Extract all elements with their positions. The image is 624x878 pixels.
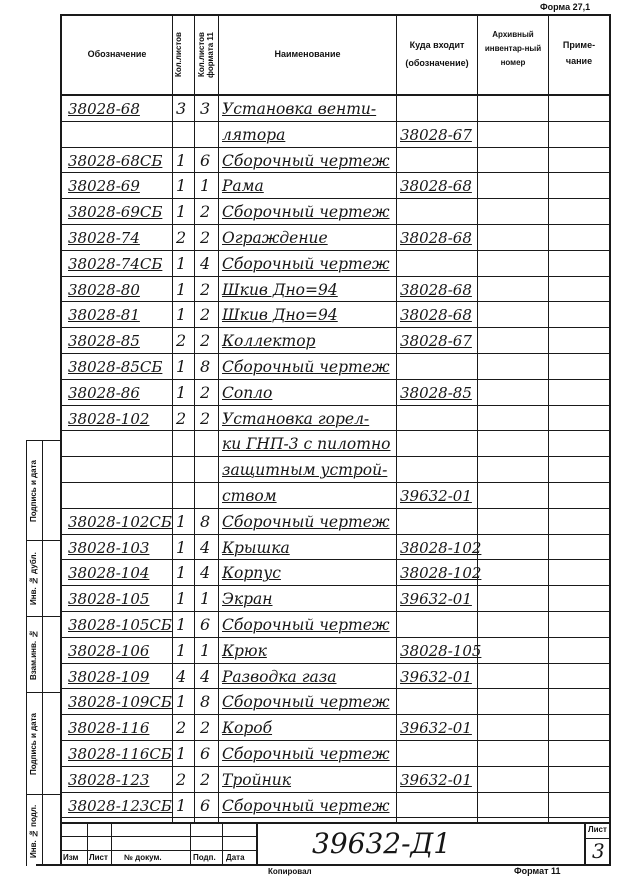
sheet-label: Лист [588,825,607,834]
tb-col-sign: Подп. [193,853,216,862]
table-row [62,741,609,767]
cell-name: Сборочный чертеж [222,745,390,763]
cell-where-used: 39632-01 [400,770,472,789]
cell-designation: 38028-68СБ [68,151,163,170]
cell-name: Крышка [222,538,290,557]
table-row [62,793,609,819]
cell-sheets: 2 [176,718,187,738]
cell-sheets: 2 [176,228,187,247]
cell-name: Шкив Дно=94 [222,280,338,299]
cell-designation: 38028-116СБ [68,745,172,763]
side-strip-mid [42,440,43,866]
cell-sheets: 1 [176,537,187,557]
cell-sheets: 1 [176,615,187,634]
cell-sheets: 1 [176,640,187,660]
table-row [62,612,609,638]
cell-sheets-format: 6 [200,615,211,634]
cell-sheets: 1 [176,744,187,763]
cell-name: ки ГНП-3 с пилотно [222,435,391,454]
titleblock-v1 [87,822,88,866]
table-row [62,483,609,509]
cell-designation: 38028-80 [68,280,140,299]
cell-name: ством [222,487,277,505]
titleblock-v2 [111,822,112,866]
cell-designation: 38028-86 [68,383,140,402]
titleblock-v5 [256,822,258,866]
tb-col-date: Дата [226,853,245,862]
side-strip-div-3 [26,692,62,693]
table-row [62,638,609,664]
titleblock-v4 [222,822,223,866]
cell-where-used: 38028-67 [400,125,472,144]
table-row [62,457,609,483]
cell-designation: 38028-105СБ [68,616,172,634]
cell-name: Крюк [222,641,267,660]
cell-where-used: 38028-68 [400,280,472,299]
header-name: Наименование [274,49,341,59]
cell-where-used: 38028-67 [400,332,472,351]
side-strip-div-2 [26,616,62,617]
cell-where-used: 38028-102 [400,564,482,583]
cell-designation: 38028-123СБ [68,796,172,815]
side-strip-div-1 [26,540,62,541]
table-row [62,560,609,586]
cell-sheets-format: 2 [200,769,211,789]
cell-sheets-format: 4 [200,253,211,273]
cell-sheets-format: 8 [200,511,211,531]
cell-name: лятора [222,125,286,144]
cell-sheets: 1 [176,382,187,402]
cell-where-used: 39632-01 [400,487,472,505]
cell-name: Рама [222,177,264,196]
cell-name: Сборочный чертеж [222,796,390,815]
cell-name: Сборочный чертеж [222,616,390,634]
cell-sheets: 1 [176,202,187,222]
cell-where-used: 38028-102 [400,538,482,557]
cell-designation: 38028-103 [68,538,150,557]
cell-designation: 38028-85СБ [68,358,163,376]
border-right [609,14,611,866]
cell-sheets-format: 2 [200,228,211,247]
cell-sheets: 1 [176,253,187,273]
cell-sheets: 3 [176,99,187,118]
titleblock-row-1 [60,836,256,837]
cell-name: Ограждение [222,229,328,247]
cell-sheets-format: 4 [200,537,211,557]
table-row [62,664,609,690]
cell-where-used: 38028-68 [400,229,472,247]
side-label-sign-date-2: Подпись и дата [29,713,38,775]
cell-sheets: 1 [176,357,187,376]
table-row [62,199,609,225]
table-row [62,148,609,174]
cell-designation: 38028-102СБ [68,512,172,531]
table-row [62,277,609,303]
cell-name: Установка венти- [222,100,377,118]
header-sheets: Кол.листов [174,32,183,78]
cell-designation: 38028-109 [68,667,150,686]
cell-sheets-format: 6 [200,744,211,763]
cell-designation: 38028-116 [68,719,150,738]
cell-designation: 38028-74СБ [68,254,163,273]
cell-name: Сборочный чертеж [222,693,390,712]
cell-name: Разводка газа [222,667,337,686]
header-designation: Обозначение [87,49,147,59]
cell-sheets-format: 2 [200,408,211,428]
cell-sheets: 1 [176,692,187,712]
forma-label: Форма 27,1 [540,2,591,12]
cell-sheets: 1 [176,589,187,609]
table-row [62,431,609,457]
titleblock-top [60,822,611,824]
header-where-used: Куда входит (обозначение) [405,40,469,68]
table-row [62,689,609,715]
cell-where-used: 38028-68 [400,306,472,325]
cell-designation: 38028-106 [68,641,150,660]
side-label-dup: Инв. № дубл. [29,552,38,606]
cell-sheets-format: 2 [200,718,211,738]
cell-name: Корпус [222,564,281,583]
cell-designation: 38028-102 [68,409,150,428]
cell-name: Сборочный чертеж [222,512,390,531]
cell-designation: 38028-104 [68,564,150,583]
doc-number: 39632-Д1 [312,827,452,860]
cell-sheets: 2 [176,408,187,428]
cell-where-used: 38028-68 [400,177,472,196]
cell-where-used: 39632-01 [400,719,472,738]
titleblock-v6 [584,822,586,866]
cell-name: Шкив Дно=94 [222,306,338,325]
cell-sheets-format: 8 [200,692,211,712]
cell-name: защитным устрой- [222,461,388,480]
side-label-inv-orig: Инв. № подл. [29,804,38,858]
table-row [62,354,609,380]
table-row [62,122,609,148]
cell-name: Тройник [222,770,292,789]
header-archive: Архивный инвентар-ный номер [484,30,542,67]
cell-sheets: 1 [176,511,187,531]
cell-sheets-format: 6 [200,795,211,815]
cell-sheets-format: 4 [200,666,211,686]
table-row [62,767,609,793]
cell-name: Короб [222,719,273,738]
cell-sheets-format: 2 [200,202,211,222]
cell-designation: 38028-68 [68,100,140,118]
cell-sheets-format: 3 [200,99,211,118]
table-row [62,380,609,406]
cell-name: Экран [222,590,273,609]
cell-sheets-format: 2 [200,305,211,325]
cell-sheets-format: 2 [200,331,211,351]
cell-sheets-format: 1 [200,589,211,609]
side-label-sign-date-1: Подпись и дата [29,460,38,522]
side-strip-div-4 [26,794,62,795]
side-strip-top [26,440,62,441]
cell-sheets: 1 [176,279,187,299]
copied-label: Копировал [268,867,312,876]
cell-name: Сборочный чертеж [222,151,390,170]
cell-designation: 38028-69СБ [68,203,163,222]
table-row [62,328,609,354]
cell-sheets: 2 [176,331,187,351]
cell-sheets-format: 1 [200,640,211,660]
table-row [62,406,609,432]
tb-col-izm: Изм [63,853,79,862]
table-row [62,251,609,277]
cell-designation: 38028-109СБ [68,693,172,712]
cell-sheets-format: 1 [200,176,211,196]
header-sheets-format: Кол.листов формата 11 [197,32,215,78]
table-row [62,535,609,561]
table-row [62,173,609,199]
sheet-number: 3 [592,839,605,863]
cell-name: Сопло [222,383,273,402]
cell-where-used: 38028-105 [400,641,482,660]
side-label-replace: Взам.инв. № [29,629,38,681]
row-divider [62,817,609,818]
header-note: Приме-чание [562,40,596,66]
cell-designation: 38028-74 [68,229,140,247]
cell-where-used: 38028-85 [400,383,472,402]
tb-col-list: Лист [89,853,108,862]
cell-designation: 38028-81 [68,306,140,325]
cell-designation: 38028-69 [68,177,140,196]
table-row [62,225,609,251]
cell-designation: 38028-105 [68,590,150,609]
cell-sheets: 1 [176,795,187,815]
cell-sheets-format: 6 [200,150,211,170]
table-row [62,715,609,741]
cell-sheets: 1 [176,150,187,170]
cell-name: Коллектор [222,332,316,351]
cell-designation: 38028-123 [68,770,150,789]
format-label: Формат 11 [514,866,561,876]
table-row [62,509,609,535]
cell-sheets: 1 [176,305,187,325]
cell-sheets-format: 4 [200,563,211,583]
table-row [62,96,609,122]
cell-name: Сборочный чертеж [222,358,390,376]
tb-col-doc: № докум. [124,853,162,862]
border-top [60,14,611,16]
cell-name: Сборочный чертеж [222,254,390,273]
titleblock-row-2 [60,850,256,851]
cell-sheets-format: 8 [200,357,211,376]
cell-where-used: 39632-01 [400,590,472,609]
side-strip-left [26,440,27,866]
cell-sheets: 1 [176,563,187,583]
cell-name: Установка горел- [222,409,370,428]
cell-sheets: 1 [176,176,187,196]
cell-sheets-format: 2 [200,382,211,402]
cell-sheets: 2 [176,769,187,789]
cell-where-used: 39632-01 [400,667,472,686]
cell-name: Сборочный чертеж [222,203,390,222]
cell-designation: 38028-85 [68,332,140,351]
table-row [62,302,609,328]
cell-sheets-format: 2 [200,279,211,299]
table-row [62,586,609,612]
cell-sheets: 4 [176,666,187,686]
titleblock-v3 [190,822,191,866]
